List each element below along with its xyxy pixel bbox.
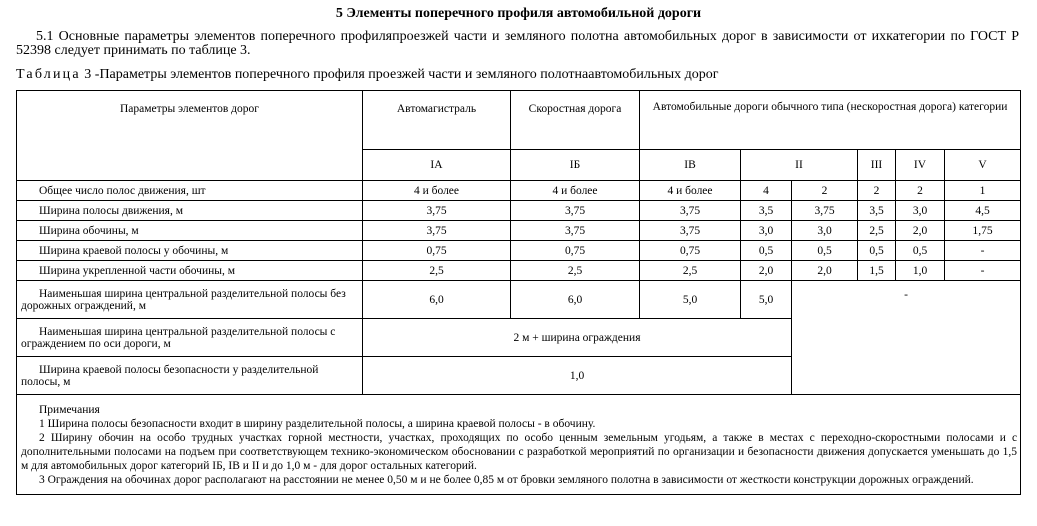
table-cell: 0,75	[640, 241, 741, 261]
table-cell: 2	[792, 181, 858, 201]
table-cell-merged-dash: -	[792, 281, 1021, 395]
table-row	[17, 281, 1021, 319]
table-cell: 1	[945, 181, 1021, 201]
table-cell: 5,0	[640, 281, 741, 319]
notes-cell	[17, 395, 1021, 495]
row-label: Ширина полосы движения, м	[17, 201, 363, 221]
table-row	[17, 181, 1021, 201]
table-cell: 3,75	[640, 201, 741, 221]
header-row-1	[17, 91, 1021, 150]
table-cell: -	[945, 241, 1021, 261]
table-cell: 4 и более	[363, 181, 511, 201]
header-param: Параметры элементов дорог	[17, 91, 363, 181]
table-cell: 2,5	[363, 261, 511, 281]
table-cell: 4 и более	[640, 181, 741, 201]
table-cell: 2,5	[640, 261, 741, 281]
table-cell: 3,75	[511, 201, 640, 221]
notes-title: Примечания	[39, 404, 100, 416]
row-label: Ширина обочины, м	[17, 221, 363, 241]
table-cell: 6,0	[511, 281, 640, 319]
table-cell: 3,0	[741, 221, 792, 241]
table-cell: 2,0	[741, 261, 792, 281]
category-cell: II	[741, 150, 858, 181]
category-cell: III	[858, 150, 896, 181]
parameters-table	[16, 90, 1021, 495]
table-cell: 3,0	[792, 221, 858, 241]
table-cell: 0,75	[363, 241, 511, 261]
table-cell: 2 м + ширина ограждения	[363, 319, 792, 357]
table-cell: 3,75	[792, 201, 858, 221]
table-cell: 3,75	[511, 221, 640, 241]
table-cell: 3,75	[640, 221, 741, 241]
category-cell: IV	[896, 150, 945, 181]
row-label: Ширина укрепленной части обочины, м	[17, 261, 363, 281]
table-cell: 3,75	[363, 201, 511, 221]
row-label: Наименьшая ширина центральной разделительной полосы без дорожных ограждений, м	[17, 281, 363, 319]
table-cell: 0,5	[792, 241, 858, 261]
table-cell: 2	[858, 181, 896, 201]
table-cell: 4,5	[945, 201, 1021, 221]
note-item: 2 Ширину обочин на особо трудных участках горной местности, участках, проходящих по особо ценным земельным угодьям, а также в местах с переходно-скоростными полосами и с дополнительными полосами на подъем при соответствующем технико-экономическом обосновании с разработкой мероприятий по организации и безопасности движения допускается уменьшать до 1,5 м для автомобильных дорог категорий IБ, IВ и II и до 1,0 м - для дорог остальных категорий.	[21, 432, 1018, 472]
table-row	[17, 241, 1021, 261]
table-caption-text: 3 -Параметры элементов поперечного профиля проезжей части и земляного полотнаавтомобильных дорог	[80, 67, 719, 82]
table-row	[17, 261, 1021, 281]
table-cell: 0,5	[741, 241, 792, 261]
table-cell: 0,75	[511, 241, 640, 261]
table-cell: 4 и более	[511, 181, 640, 201]
section-heading: 5 Элементы поперечного профиля автомобильной дороги	[335, 6, 702, 21]
table-cell: 0,5	[858, 241, 896, 261]
category-cell: IБ	[511, 150, 640, 181]
note-item: 3 Ограждения на обочинах дорог располагают на расстоянии не менее 0,50 м и не более 0,85 м от бровки земляного полотна в зависимости от жесткости конструкции дорожных ограждений.	[39, 474, 974, 486]
header-ordinary: Автомобильные дороги обычного типа (нескоростная дорога) категории	[640, 91, 1021, 150]
table-cell: 3,75	[363, 221, 511, 241]
category-cell: IА	[363, 150, 511, 181]
table-cell: 3,5	[858, 201, 896, 221]
row-label: Наименьшая ширина центральной разделительной полосы с ограждением по оси дороги, м	[17, 319, 363, 357]
table-cell: 4	[741, 181, 792, 201]
table-cell: 2,0	[896, 221, 945, 241]
table-cell: 2,5	[858, 221, 896, 241]
note-item: 1 Ширина полосы безопасности входит в ширину разделительной полосы, а ширина краевой полосы - в обочину.	[39, 418, 596, 430]
row-label: Общее число полос движения, шт	[17, 181, 363, 201]
row-label: Ширина краевой полосы у обочины, м	[17, 241, 363, 261]
table-cell: 3,5	[741, 201, 792, 221]
table-caption	[16, 67, 718, 83]
table-cell: 5,0	[741, 281, 792, 319]
header-expressway: Скоростная дорога	[511, 91, 640, 150]
row-label: Ширина краевой полосы безопасности у разделительной полосы, м	[17, 357, 363, 395]
table-cell: 6,0	[363, 281, 511, 319]
table-row	[17, 201, 1021, 221]
table-cell: -	[945, 261, 1021, 281]
table-cell: 1,0	[363, 357, 792, 395]
table-cell: 1,5	[858, 261, 896, 281]
category-cell: IВ	[640, 150, 741, 181]
table-row	[17, 221, 1021, 241]
table-cell: 1,0	[896, 261, 945, 281]
category-cell: V	[945, 150, 1021, 181]
table-cell: 0,5	[896, 241, 945, 261]
header-motorway: Автомагистраль	[363, 91, 511, 150]
notes-row	[17, 395, 1021, 495]
table-caption-prefix: Таблица	[16, 67, 81, 82]
table-cell: 2	[896, 181, 945, 201]
intro-paragraph: 5.1 Основные параметры элементов поперечного профиляпроезжей части и земляного полотна автомобильных дорог в зависимости от ихкатегории по ГОСТ Р 52398 следует принимать по таблице 3.	[16, 29, 1019, 58]
table-cell: 1,75	[945, 221, 1021, 241]
table-cell: 2,5	[511, 261, 640, 281]
table-cell: 2,0	[792, 261, 858, 281]
table-cell: 3,0	[896, 201, 945, 221]
